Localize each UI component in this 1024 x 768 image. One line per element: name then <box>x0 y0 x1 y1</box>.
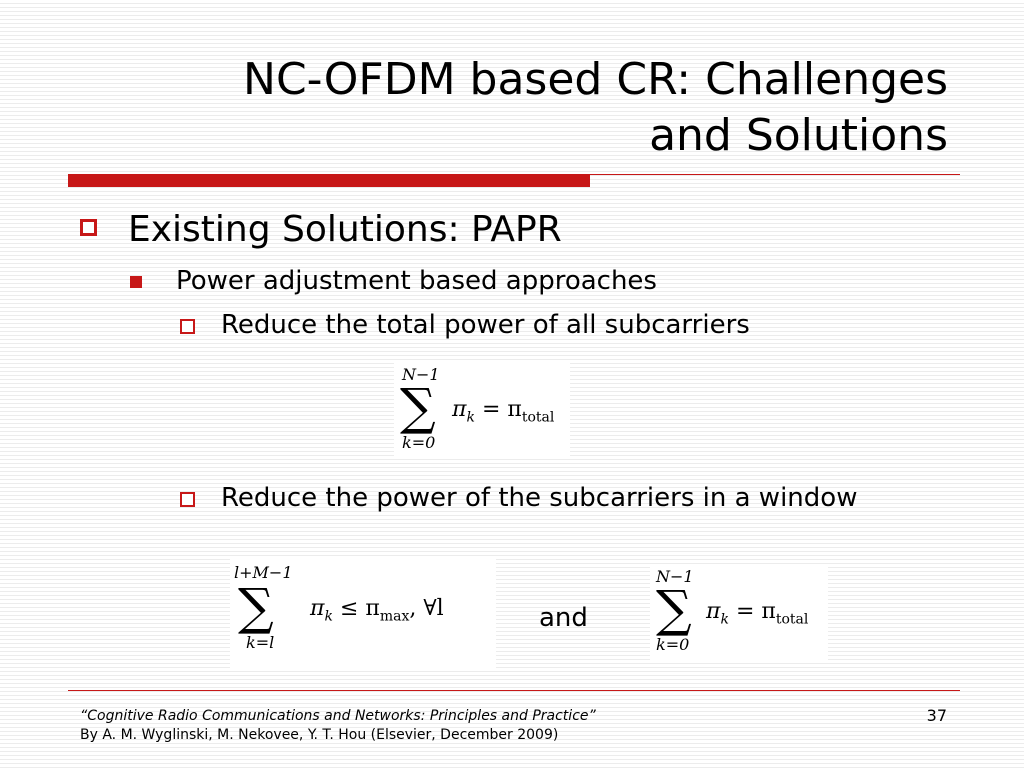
page-number: 37 <box>926 706 947 725</box>
title-divider-accent <box>68 175 590 187</box>
bullet-level-3-text: Reduce the power of the subcarriers in a window <box>221 483 858 513</box>
equation-connector: and <box>539 603 588 633</box>
sum-upper-limit: N−1 <box>402 365 440 384</box>
equation-total-power <box>394 360 570 458</box>
hollow-square-bullet-icon <box>80 219 97 236</box>
equation-expression: $\pi_k \le \pi_{max}$, ∀l <box>310 596 444 625</box>
equation-expression: $\pi_k = \pi_{total}$ <box>452 397 555 426</box>
slide-title-line-2: and Solutions <box>649 110 948 161</box>
bullet-level-2-text: Power adjustment based approaches <box>176 266 657 296</box>
equation-total-power-repeat <box>650 564 828 662</box>
filled-square-bullet-icon <box>130 276 142 288</box>
sum-upper-limit: N−1 <box>656 567 694 586</box>
sigma-symbol: ∑ <box>656 580 692 638</box>
hollow-square-bullet-icon <box>180 319 195 334</box>
sum-lower-limit: k=0 <box>656 635 690 654</box>
sum-lower-limit: k=0 <box>402 433 436 452</box>
sum-lower-limit: k=l <box>246 633 275 652</box>
sigma-symbol: ∑ <box>238 578 274 636</box>
bullet-level-3-text: Reduce the total power of all subcarriers <box>221 310 750 340</box>
footer-divider <box>68 690 960 691</box>
equation-window-power <box>230 558 496 670</box>
slide-title <box>68 52 948 164</box>
hollow-square-bullet-icon <box>180 492 195 507</box>
citation-title: “Cognitive Radio Communications and Networks: Principles and Practice” <box>80 708 596 724</box>
citation-authors: By A. M. Wyglinski, M. Nekovee, Y. T. Hou (Elsevier, December 2009) <box>80 727 559 743</box>
sum-upper-limit: l+M−1 <box>234 563 293 582</box>
slide-title-line-1: NC-OFDM based CR: Challenges <box>243 54 948 105</box>
bullet-level-1-text: Existing Solutions: PAPR <box>128 209 562 250</box>
equation-expression: $\pi_k = \pi_{total}$ <box>706 599 809 628</box>
sigma-symbol: ∑ <box>400 378 436 436</box>
